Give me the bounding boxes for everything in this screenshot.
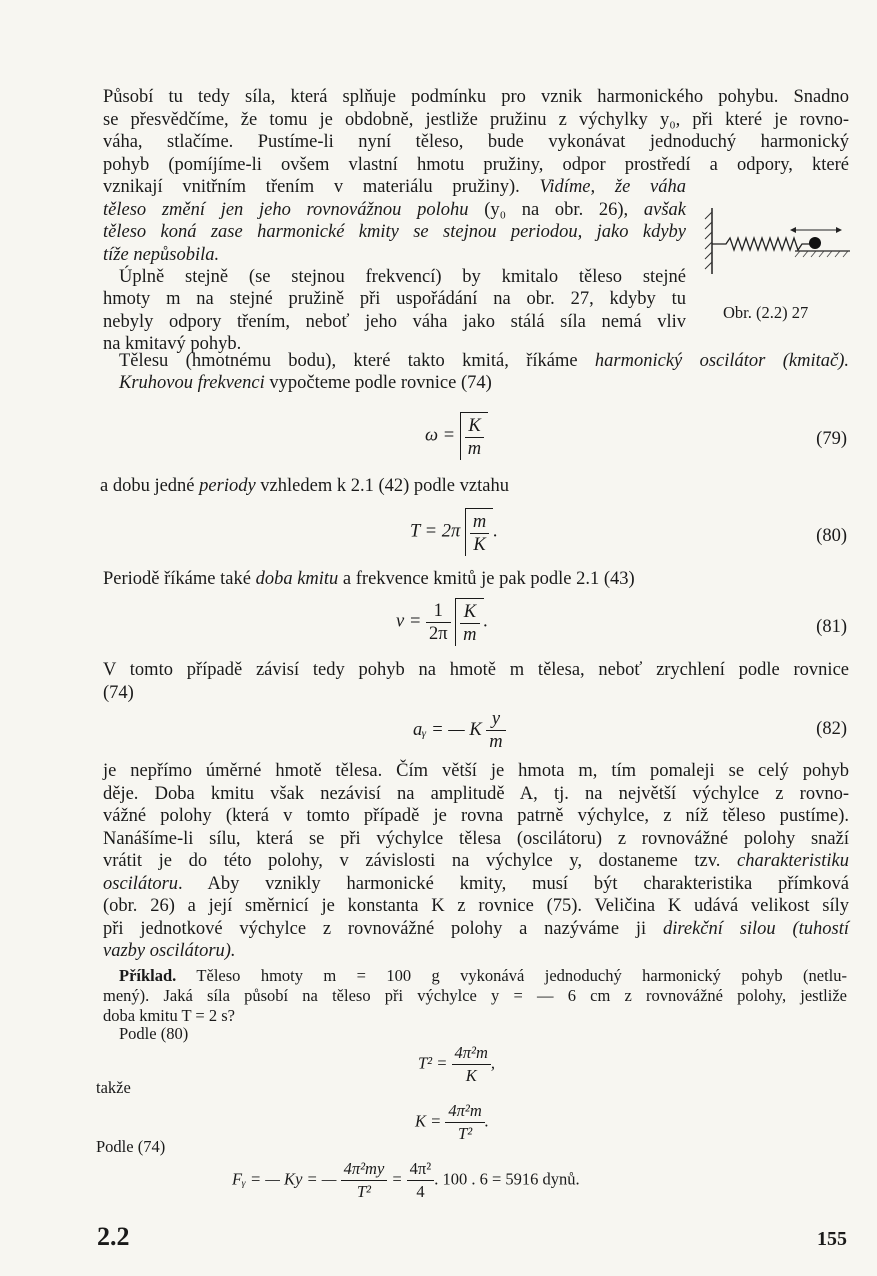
text-line: vrátit je do této polohy, v závislosti na výchylce y, dostaneme tzv. charakteristiku — [103, 851, 849, 871]
equation-number-82: (82) — [816, 719, 847, 739]
text-line: nebyly odpory třením, neboť jeho váha jako stálá síla nemá vliv — [103, 311, 686, 332]
example-podle-74: Podle (74) — [96, 1137, 166, 1156]
text-line: vážné polohy (která v tomto případě je rovna patrně výchylce, z níž těleso pustíme). — [103, 806, 849, 826]
numerator: K — [460, 601, 479, 624]
eq-lhs: ω = — [425, 425, 456, 446]
text-line: hmoty m na stejné pružině při uspořádání na obr. 27, kdyby tu — [103, 289, 686, 309]
equation-number-80: (80) — [816, 526, 847, 546]
equation-80: T = 2π $\frac{m}{K}$ . — [410, 508, 498, 556]
text-line: V tomto případě závisí tedy pohyb na hmotě m tělesa, neboť zrychlení podle rovnice — [103, 660, 849, 680]
spring-oscillator-diagram — [700, 200, 860, 280]
equation-number-79: (79) — [816, 429, 847, 449]
section-number: 2.2 — [97, 1222, 130, 1251]
text-line: Úplně stejně (se stejnou frekvencí) by kmitalo těleso stejné — [119, 267, 686, 287]
example-equation-c: Fᵧ = — Ky = — $\frac{\text{4π²my}}{\text{T²}}$ = $\frac{\text{4π²}}{4}$ . 100 . 6 = 5916 dynů. — [232, 1159, 580, 1201]
paragraph-5 — [103, 568, 833, 591]
eq-lhs: aᵧ = — K — [413, 719, 482, 740]
denominator: 2π — [428, 623, 448, 644]
paragraph-3-line2 — [119, 372, 719, 395]
fraction — [486, 708, 505, 753]
text-line: těleso koná zase harmonické kmity se stejnou periodou, jako kdyby — [103, 222, 686, 242]
fraction — [465, 415, 484, 460]
text-line: a dobu jedné periody vzhledem k 2.1 (42) podle vztahu — [100, 476, 509, 496]
eq-lhs: ν = — [396, 611, 422, 632]
text-line: mený). Jaká síla působí na těleso při výchylce y = — 6 cm z rovnovážné polohy, jestliže — [103, 986, 847, 1005]
text-line: Příklad. Těleso hmoty m = 100 g vykonává jednoduchý harmonický pohyb (netlu- — [119, 966, 847, 985]
numerator: 4π²m — [452, 1042, 491, 1065]
paragraph-1 — [103, 86, 849, 176]
fraction — [460, 601, 479, 646]
text-line: váha, stlačíme. Pustíme-li nyní těleso, bude vykonávat jednoduchý harmonický — [103, 132, 849, 152]
text-line: při jednotkové výchylce z rovnovážné polohy a nazýváme ji direkční silou (tuhostí — [103, 918, 849, 939]
text-line: Působí tu tedy síla, která splňuje podmínku pro vznik harmonického pohybu. Snadno — [103, 87, 849, 107]
example-takze: takže — [96, 1078, 131, 1097]
denominator: T² — [356, 1182, 371, 1201]
paragraph-1-narrow — [103, 176, 686, 266]
fraction — [426, 600, 451, 645]
text-line: děje. Doba kmitu však nezávisí na amplitudě A, tj. na největší výchylce z rovno- — [103, 783, 849, 804]
fraction — [407, 1158, 435, 1203]
denominator: K — [473, 535, 486, 555]
numerator: K — [465, 415, 484, 438]
text-line: pohyb (pomíjíme-li ovšem vlastní hmotu pružiny, odpor prostředí a odpory, které — [103, 154, 849, 175]
text-line: vznikají vnitřním třením v materiálu pružiny). Vidíme, že váha — [103, 177, 686, 197]
text-line: těleso změní jen jeho rovnovážnou polohu (y₀ na obr. 26), avšak — [103, 199, 686, 220]
equation-number-81: (81) — [816, 617, 847, 637]
numerator: 1 — [426, 600, 451, 623]
fraction — [470, 511, 489, 556]
text-line: je nepřímo úměrné hmotě tělesa. Čím větší je hmota m, tím pomaleji se celý pohyb — [103, 761, 849, 781]
text-line: (74) — [103, 682, 134, 703]
text-line: doba kmitu T = 2 s? — [103, 1006, 235, 1025]
example-equation-b: K = $\frac{\text{4π²m}}{\text{T²}}$ . — [415, 1101, 489, 1143]
paragraph-4 — [100, 475, 800, 498]
text-line: Tělesu (hmotnému bodu), které takto kmitá, říkáme harmonický oscilátor (kmitač). — [119, 351, 849, 371]
example-block — [119, 966, 847, 986]
denominator: m — [467, 439, 482, 459]
fraction — [341, 1158, 388, 1203]
denominator: K — [465, 1066, 477, 1085]
fraction — [445, 1100, 484, 1145]
text-line: tíže nepůsobila. — [103, 244, 220, 265]
text-line: se přesvědčíme, že tomu je obdobně, jestliže pružinu z výchylky y₀, při které je rovno- — [103, 109, 849, 130]
numerator: 4π²m — [445, 1100, 484, 1123]
sqrt — [460, 412, 488, 460]
equation-79 — [425, 412, 488, 460]
paragraph-2-rest — [103, 288, 686, 356]
denominator: m — [489, 732, 503, 752]
numerator: m — [470, 511, 489, 534]
text-line: Periodě říkáme také doba kmitu a frekvence kmitů je pak podle 2.1 (43) — [103, 569, 635, 589]
text-line: Nanášíme-li sílu, která se při výchylce tělesa (oscilátoru) z rovnovážné polohy snaží — [103, 828, 849, 849]
text-line: oscilátoru. Aby vznikly harmonické kmity, musí být charakteristika přímková — [103, 873, 849, 894]
sqrt — [455, 598, 483, 646]
denominator: T² — [458, 1124, 473, 1143]
paragraph-6 — [103, 659, 849, 704]
numerator: 4π²my — [341, 1158, 388, 1181]
equation-82 — [413, 708, 506, 753]
page-number: 155 — [817, 1228, 847, 1250]
denominator: m — [463, 625, 477, 645]
denominator: 4 — [416, 1182, 425, 1201]
figure-caption: Obr. (2.2) 27 — [723, 303, 809, 322]
figure-27 — [700, 200, 860, 280]
example-block-rest — [103, 986, 847, 1026]
numerator: 4π² — [407, 1158, 435, 1181]
text-line: Kruhovou frekvenci vypočteme podle rovnice (74) — [119, 373, 492, 393]
text-line: vazby oscilátoru). — [103, 941, 236, 961]
example-equation-a: T² = $\frac{\text{4π²m}}{K}$ , — [418, 1043, 496, 1085]
paragraph-3 — [119, 350, 849, 373]
text-line: na kmitavý pohyb. — [103, 334, 242, 354]
equation-81: ν = $\frac{1}{2\pi}$ $\frac{K}{m}$ . — [396, 598, 488, 646]
paragraph-2 — [119, 266, 686, 289]
sqrt — [465, 508, 493, 556]
numerator: y — [486, 708, 505, 731]
paragraph-7 — [103, 760, 849, 963]
text-line: (obr. 26) a její směrnicí je konstanta K z rovnice (75). Veličina K udává velikost síly — [103, 896, 849, 916]
fraction — [452, 1042, 491, 1087]
example-podle-80: Podle (80) — [119, 1024, 189, 1043]
eq-lhs: T = 2π — [410, 521, 461, 542]
